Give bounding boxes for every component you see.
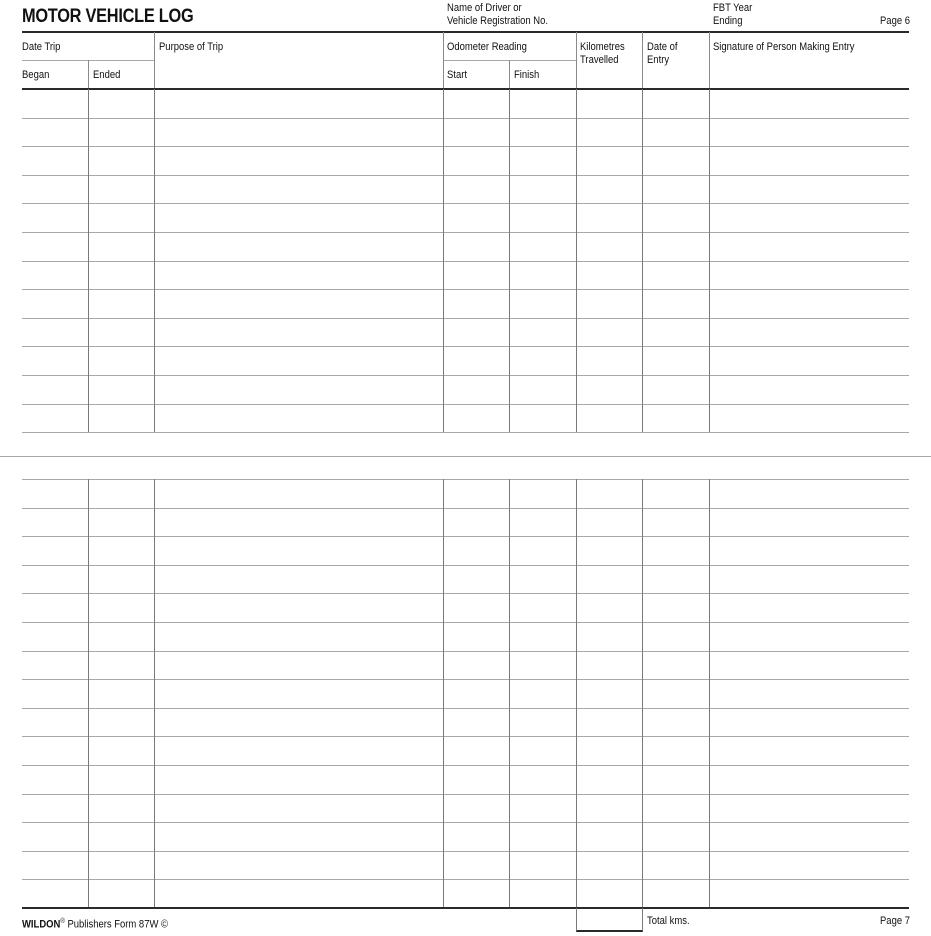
driver-label-line2: Vehicle Registration No. <box>447 15 548 27</box>
log-entry-row[interactable] <box>22 89 909 118</box>
col-began: Began <box>22 69 50 81</box>
log-entry-row[interactable] <box>22 822 909 851</box>
publisher-form: Publishers Form 87W © <box>64 918 168 931</box>
driver-label-line1: Name of Driver or <box>447 2 522 14</box>
column-divider <box>642 89 643 432</box>
log-entry-row[interactable] <box>22 651 909 680</box>
column-divider <box>443 479 444 908</box>
log-entry-row[interactable] <box>22 794 909 823</box>
log-entry-row[interactable] <box>22 708 909 737</box>
log-entry-row[interactable] <box>22 346 909 375</box>
column-divider <box>88 479 89 908</box>
column-divider <box>88 89 89 432</box>
col-purpose: Purpose of Trip <box>159 41 224 53</box>
header-divider <box>642 32 643 89</box>
col-date-entry-line1: Date of <box>647 41 678 53</box>
total-kms-label: Total kms. <box>647 915 690 927</box>
column-divider <box>509 479 510 908</box>
log-entry-row[interactable] <box>22 593 909 622</box>
page-separator <box>0 456 931 457</box>
column-divider <box>576 479 577 908</box>
fbt-year-label <box>713 2 752 28</box>
col-finish: Finish <box>514 69 540 81</box>
log-entry-row[interactable] <box>22 318 909 347</box>
log-entry-row[interactable] <box>22 261 909 290</box>
header-divider <box>154 32 155 89</box>
col-date-of-entry <box>647 41 678 67</box>
page-number-top: Page 6 <box>880 15 910 27</box>
col-kilometres <box>580 41 625 67</box>
header-divider <box>576 32 577 89</box>
publisher-credit <box>22 915 168 932</box>
total-kms-field[interactable] <box>576 908 643 932</box>
header-divider <box>709 32 710 89</box>
log-entry-row[interactable] <box>22 851 909 880</box>
column-divider <box>154 479 155 908</box>
column-divider <box>642 479 643 908</box>
log-entry-row[interactable] <box>22 404 909 433</box>
column-divider <box>576 89 577 432</box>
log-entry-row[interactable] <box>22 479 909 508</box>
column-divider <box>443 89 444 432</box>
column-divider <box>154 89 155 432</box>
log-entry-row[interactable] <box>22 118 909 147</box>
log-entry-row[interactable] <box>22 375 909 404</box>
log-entry-row[interactable] <box>22 146 909 175</box>
fbt-label-line2: Ending <box>713 15 743 27</box>
page-title: MOTOR VEHICLE LOG <box>22 6 194 27</box>
table-bottom-rule <box>22 907 909 909</box>
col-odometer: Odometer Reading <box>447 41 527 53</box>
publisher-brand: WILDON <box>22 918 61 931</box>
col-kilometres-line2: Travelled <box>580 54 619 66</box>
header-rule <box>22 31 909 33</box>
header-divider <box>88 60 89 89</box>
registered-mark: ® <box>60 918 65 925</box>
log-entry-row[interactable] <box>22 622 909 651</box>
log-entry-row[interactable] <box>22 203 909 232</box>
log-entry-row[interactable] <box>22 289 909 318</box>
driver-label <box>447 2 548 28</box>
log-entry-row[interactable] <box>22 232 909 261</box>
log-entry-row[interactable] <box>22 679 909 708</box>
header-divider <box>443 32 444 89</box>
col-signature: Signature of Person Making Entry <box>713 41 855 53</box>
log-entry-row[interactable] <box>22 508 909 537</box>
page-number-bottom: Page 7 <box>880 915 910 927</box>
row-rule <box>22 432 909 433</box>
col-ended: Ended <box>93 69 121 81</box>
column-divider <box>509 89 510 432</box>
log-entry-row[interactable] <box>22 736 909 765</box>
log-entry-row[interactable] <box>22 536 909 565</box>
log-entry-row[interactable] <box>22 175 909 204</box>
log-entry-row[interactable] <box>22 565 909 594</box>
col-date-trip: Date Trip <box>22 41 61 53</box>
column-divider <box>709 89 710 432</box>
log-entry-row[interactable] <box>22 879 909 908</box>
fbt-label-line1: FBT Year <box>713 2 753 14</box>
col-date-entry-line2: Entry <box>647 54 670 66</box>
col-kilometres-line1: Kilometres <box>580 41 625 53</box>
header-divider <box>509 60 510 89</box>
column-divider <box>709 479 710 908</box>
col-start: Start <box>447 69 467 81</box>
log-entry-row[interactable] <box>22 765 909 794</box>
